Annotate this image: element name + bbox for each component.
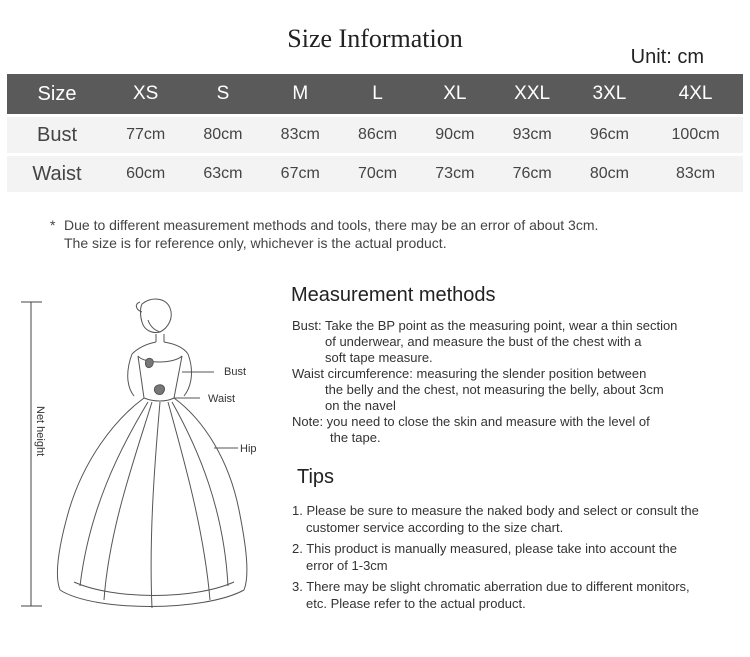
table-cell: 60cm (107, 156, 184, 192)
page-title: Size Information (287, 24, 463, 53)
size-l: L (339, 74, 416, 114)
tip-item-2 (292, 540, 742, 574)
measure-lines (174, 372, 238, 448)
waist-marker-label: Waist (208, 393, 236, 405)
figure-outline (57, 299, 247, 608)
table-cell: 70cm (339, 156, 416, 192)
asterisk: * (50, 217, 56, 233)
bust-method-line: of underwear, and measure the bust of the chest with a (325, 334, 642, 349)
tip-line: 3. There may be slight chromatic aberration due to different monitors, (292, 579, 690, 594)
table-row-waist (7, 156, 743, 192)
table-cell: 80cm (571, 156, 648, 192)
tip-line: error of 1-3cm (306, 558, 388, 573)
waist-method-line: Waist circumference: measuring the slender position between (292, 366, 647, 381)
row-label: Waist (7, 156, 107, 192)
row-label: Bust (7, 117, 107, 153)
table-cell: 80cm (184, 117, 261, 153)
note-line-1: Due to different measurement methods and tools, there may be an error of about 3cm. (64, 217, 599, 233)
table-row-bust (7, 117, 743, 153)
waist-method-line: the belly and the chest, not measuring the belly, about 3cm (325, 382, 664, 397)
size-m: M (262, 74, 339, 114)
header-label: Size (7, 74, 107, 114)
size-s: S (184, 74, 261, 114)
size-4xl: 4XL (648, 74, 743, 114)
note-line-2: The size is for reference only, whichever is the actual product. (64, 235, 447, 251)
measurement-methods-text (292, 318, 732, 446)
table-cell: 100cm (648, 117, 743, 153)
hip-marker-label: Hip (240, 443, 257, 455)
table-cell: 76cm (493, 156, 570, 192)
tip-line: etc. Please refer to the actual product. (306, 596, 526, 611)
bust-method-line: Bust: Take the BP point as the measuring point, wear a thin section (292, 318, 678, 333)
measurement-methods-title: Measurement methods (291, 284, 496, 306)
table-cell: 77cm (107, 117, 184, 153)
tip-line: 2. This product is manually measured, please take into account the (292, 541, 677, 556)
table-cell: 93cm (493, 117, 570, 153)
table-cell: 73cm (416, 156, 493, 192)
table-cell: 83cm (648, 156, 743, 192)
table-cell: 83cm (262, 117, 339, 153)
tip-line: 1. Please be sure to measure the naked body and select or consult the (292, 503, 699, 518)
tip-item-3 (292, 578, 742, 612)
note-method-line: the tape. (330, 430, 381, 445)
tip-line: customer service according to the size chart. (306, 520, 564, 535)
size-xs: XS (107, 74, 184, 114)
table-cell: 86cm (339, 117, 416, 153)
height-label: Net height (34, 406, 46, 457)
table-cell: 67cm (262, 156, 339, 192)
bust-marker-label: Bust (224, 366, 247, 378)
table-cell: 63cm (184, 156, 261, 192)
table-cell: 96cm (571, 117, 648, 153)
tips-list (292, 502, 742, 616)
size-header-row (7, 74, 743, 114)
size-table (7, 74, 743, 192)
unit-label: Unit: cm (630, 46, 704, 68)
dress-illustration (14, 290, 274, 620)
note-method-line: Note: you need to close the skin and measure with the level of (292, 414, 650, 429)
waist-method-line: on the navel (325, 398, 396, 413)
size-xxl: XXL (493, 74, 570, 114)
table-cell: 90cm (416, 117, 493, 153)
size-xl: XL (416, 74, 493, 114)
size-3xl: 3XL (571, 74, 648, 114)
disclaimer-note (50, 216, 598, 252)
tip-item-1 (292, 502, 742, 536)
bust-method-line: soft tape measure. (325, 350, 433, 365)
tips-title: Tips (297, 466, 335, 488)
